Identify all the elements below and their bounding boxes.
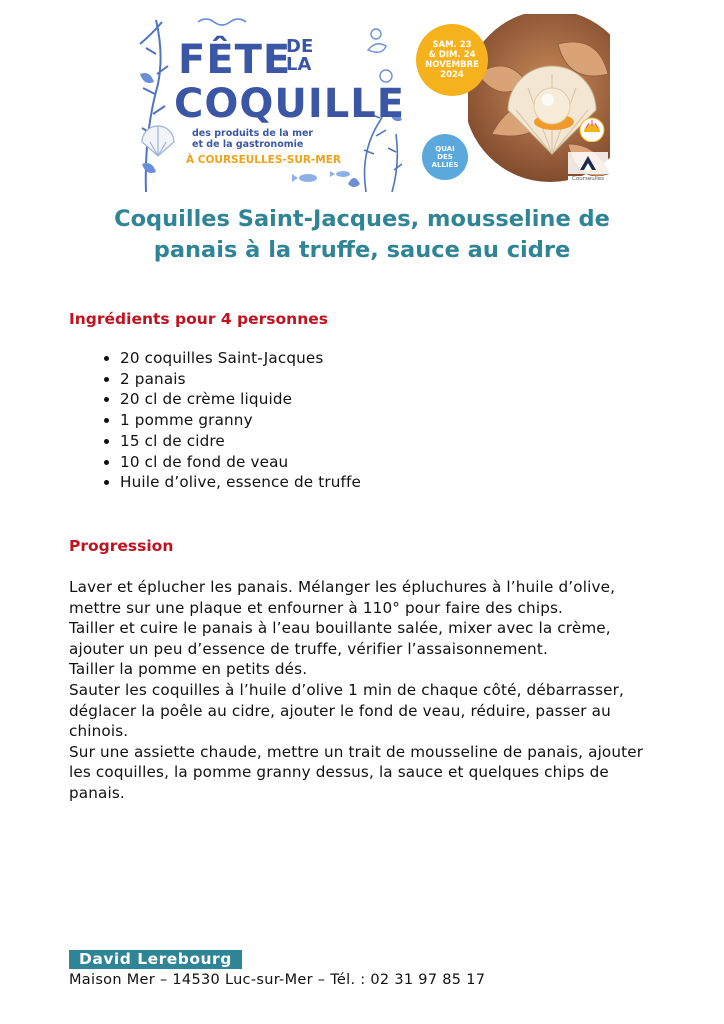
banner-coquille-text: COQUILLE <box>174 81 406 127</box>
date-badge <box>416 24 488 96</box>
ingredient-item: • 1 pomme granny <box>120 410 361 431</box>
ingredients-heading: Ingrédients pour 4 personnes <box>69 310 328 328</box>
date-line-2: & DIM. 24 <box>428 50 476 60</box>
recipe-title-line-2: panais à la truffe, sauce au cidre <box>153 237 571 263</box>
ingredient-item: • 10 cl de fond de veau <box>120 452 361 473</box>
town-logo-label: Courseulles <box>568 176 608 183</box>
step-paragraph: Tailler et cuire le panais à l’eau bouillante salée, mixer avec la crème, ajouter un peu d’essence de truffe, vérifier l’assaisonnement. <box>69 619 611 658</box>
banner-de-la-text <box>286 38 316 74</box>
author-address: Maison Mer – 14530 Luc-sur-Mer – Tél. : 02 31 97 85 17 <box>69 972 486 988</box>
banner-subtitle <box>192 128 313 150</box>
banner-fete-text: FÊTE <box>178 37 292 83</box>
recipe-title-line-1: Coquilles Saint-Jacques, mousseline de <box>114 206 610 232</box>
town-logo-icon <box>568 152 608 174</box>
quai-line-2: DES <box>437 153 453 161</box>
step-paragraph: Sauter les coquilles à l’huile d’olive 1 min de chaque côté, débarrasser, déglacer la poêle au cidre, ajouter le fond de veau, réduire, passer au chinois. <box>69 680 625 741</box>
step-paragraph: Laver et éplucher les panais. Mélanger les épluchures à l’huile d’olive, mettre sur une plaque et enfourner à 110° pour faire des chips. <box>69 578 616 617</box>
quai-badge <box>422 134 468 180</box>
banner-de-la: DE LA <box>286 36 314 75</box>
banner-place: À COURSEULLES-SUR-MER <box>186 154 341 166</box>
date-line-3: NOVEMBRE <box>425 60 479 70</box>
ingredient-item: • 20 coquilles Saint-Jacques <box>120 348 361 369</box>
ingredients-list <box>96 348 361 493</box>
ingredient-item: • 2 panais <box>120 369 361 390</box>
quai-line-1: QUAI <box>435 145 455 153</box>
progression-heading: Progression <box>69 537 174 555</box>
quai-line-3: ALLIÉS <box>431 161 459 169</box>
author-name: David Lerebourg <box>69 950 242 969</box>
ingredient-item: • 20 cl de crème liquide <box>120 389 361 410</box>
ingredient-item: • 15 cl de cidre <box>120 431 361 452</box>
date-line-4: 2024 <box>440 70 464 80</box>
step-paragraph: Tailler la pomme en petits dés. <box>69 660 308 679</box>
festival-logo-icon <box>578 116 606 142</box>
banner-subtitle-line-2: et de la gastronomie <box>192 139 304 150</box>
progression-steps <box>69 577 669 804</box>
step-paragraph: Sur une assiette chaude, mettre un trait de mousseline de panais, ajouter les coquilles, la pomme granny dessus, la sauce et quelques chips de panais. <box>69 742 644 802</box>
town-logo <box>568 152 608 188</box>
ingredient-item: • Huile d’olive, essence de truffe <box>120 472 361 493</box>
date-line-1: SAM. 23 <box>432 40 472 50</box>
banner-subtitle-line-1: des produits de la mer <box>192 128 314 139</box>
recipe-title <box>0 204 724 266</box>
event-banner <box>138 14 610 192</box>
